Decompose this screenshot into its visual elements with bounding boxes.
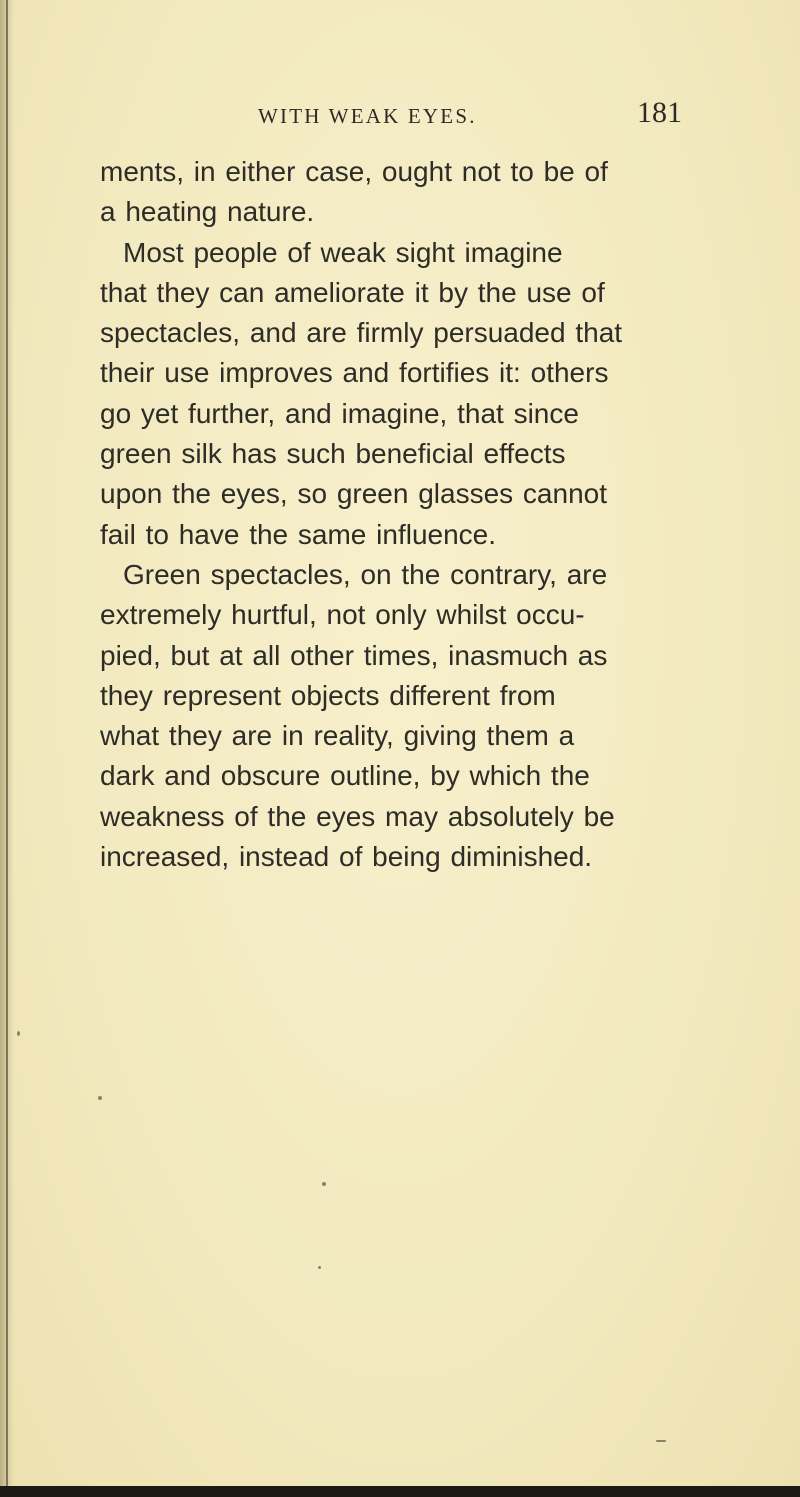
text-line: increased, instead of being diminished.	[100, 841, 593, 873]
running-head	[0, 96, 800, 136]
text-line: fail to have the same influence.	[100, 518, 497, 550]
text-line: what they are in reality, giving them a	[100, 720, 575, 752]
page-bottom-edge	[0, 1486, 800, 1497]
paper-speck	[656, 1440, 666, 1442]
text-line: ments, in either case, ought not to be of	[100, 156, 608, 187]
paper-speck	[98, 1096, 102, 1100]
running-head-title: WITH WEAK EYES.	[258, 104, 477, 128]
text-line: extremely hurtful, not only whilst occu-	[100, 599, 585, 631]
text-line: dark and obscure outline, by which the	[100, 760, 590, 792]
text-line: spectacles, and are firmly persuaded that	[100, 317, 623, 349]
text-line: green silk has such beneficial effects	[100, 438, 566, 470]
paragraph-start-line: Most people of weak sight imagine	[123, 236, 563, 268]
paper-speck	[318, 1266, 321, 1269]
text-line: they represent objects different from	[100, 679, 556, 711]
text-line: their use improves and fortifies it: others	[100, 357, 609, 389]
paragraph-start-line: Green spectacles, on the contrary, are	[123, 558, 608, 590]
paper-speck	[17, 1031, 20, 1036]
page-left-border	[6, 0, 8, 1497]
text-line: upon the eyes, so green glasses cannot	[100, 478, 608, 510]
text-line: go yet further, and imagine, that since	[100, 397, 579, 429]
text-line: that they can ameliorate it by the use of	[100, 276, 605, 308]
paper-speck	[322, 1182, 326, 1186]
page-number: 181	[637, 96, 682, 129]
body-text	[100, 152, 740, 877]
text-line: pied, but at all other times, inasmuch as	[100, 639, 608, 671]
text-line: weakness of the eyes may absolutely be	[100, 800, 615, 832]
text-line: a heating nature.	[100, 196, 315, 228]
